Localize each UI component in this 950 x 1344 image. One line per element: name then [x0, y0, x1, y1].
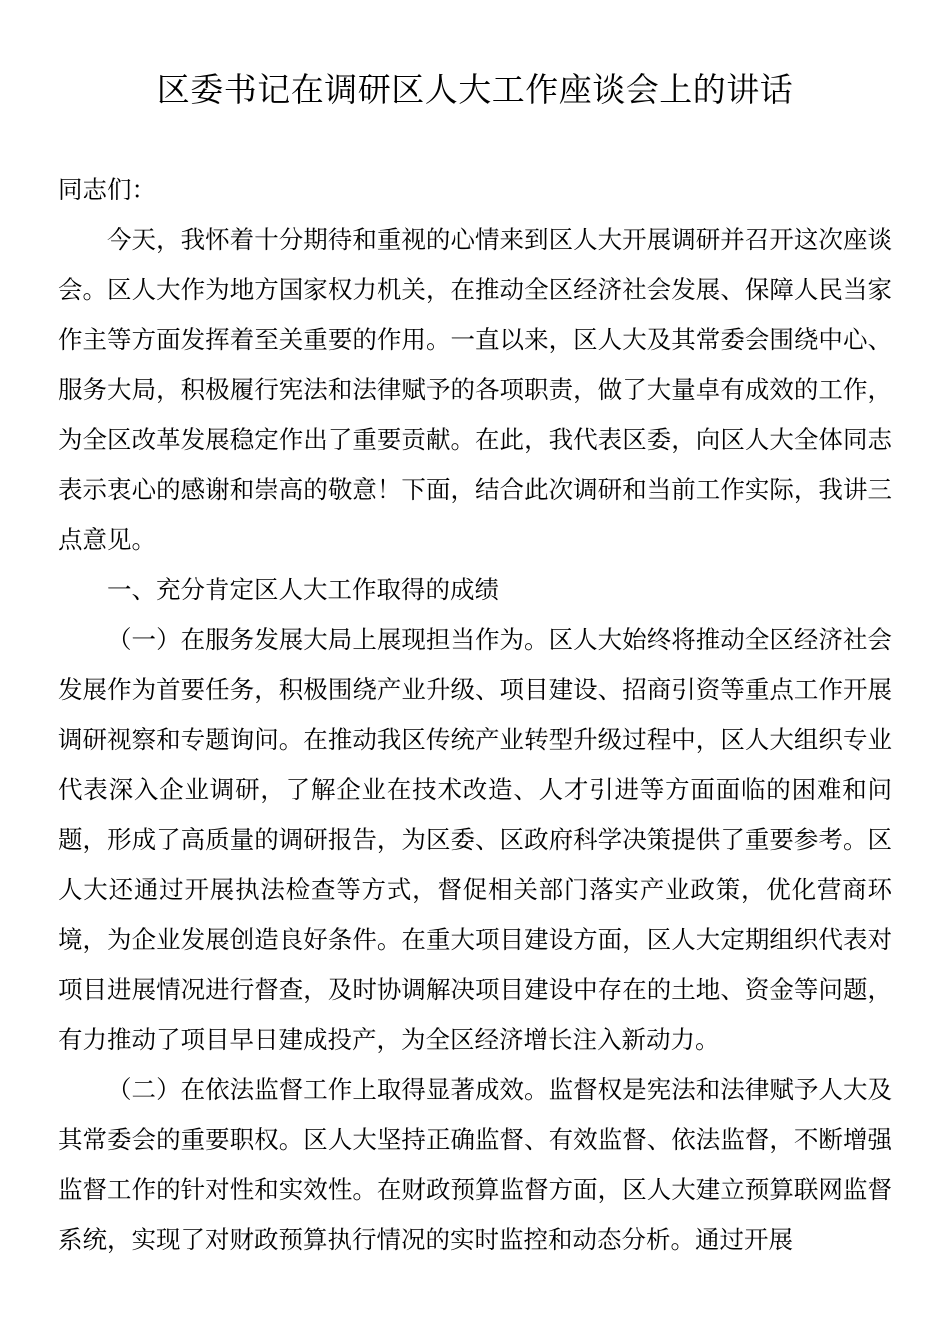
paragraph-intro: 今天，我怀着十分期待和重视的心情来到区人大开展调研并召开这次座谈会。区人大作为地方国家权力机关，在推动全区经济社会发展、保障人民当家作主等方面发挥着至关重要的作用。一直以来，区人大及其常委会围绕中心、服务大局，积极履行宪法和法律赋予的各项职责，做了大量卓有成效的工作，为全区改革发展稳定作出了重要贡献。在此，我代表区委，向区人大全体同志表示衷心的感谢和崇高的敬意！下面，结合此次调研和当前工作实际，我讲三点意见。: [58, 225, 892, 554]
salutation: 同志们：: [58, 175, 156, 204]
section-heading-1: 一、充分肯定区人大工作取得的成绩: [107, 575, 499, 604]
document-body: [58, 165, 892, 1265]
paragraph-subsection-1: （一）在服务发展大局上展现担当作为。区人大始终将推动全区经济社会发展作为首要任务，积极围绕产业升级、项目建设、招商引资等重点工作开展调研视察和专题询问。在推动我区传统产业转型升级过程中，区人大组织专业代表深入企业调研，了解企业在技术改造、人才引进等方面面临的困难和问题，形成了高质量的调研报告，为区委、区政府科学决策提供了重要参考。区人大还通过开展执法检查等方式，督促相关部门落实产业政策，优化营商环境，为企业发展创造良好条件。在重大项目建设方面，区人大定期组织代表对项目进展情况进行督查，及时协调解决项目建设中存在的土地、资金等问题，有力推动了项目早日建成投产，为全区经济增长注入新动力。: [58, 625, 892, 1054]
paragraph-subsection-2: （二）在依法监督工作上取得显著成效。监督权是宪法和法律赋予人大及其常委会的重要职权。区人大坚持正确监督、有效监督、依法监督，不断增强监督工作的针对性和实效性。在财政预算监督方面，区人大建立预算联网监督系统，实现了对财政预算执行情况的实时监控和动态分析。通过开展: [58, 1075, 892, 1254]
document-title: 区委书记在调研区人大工作座谈会上的讲话: [156, 70, 794, 109]
